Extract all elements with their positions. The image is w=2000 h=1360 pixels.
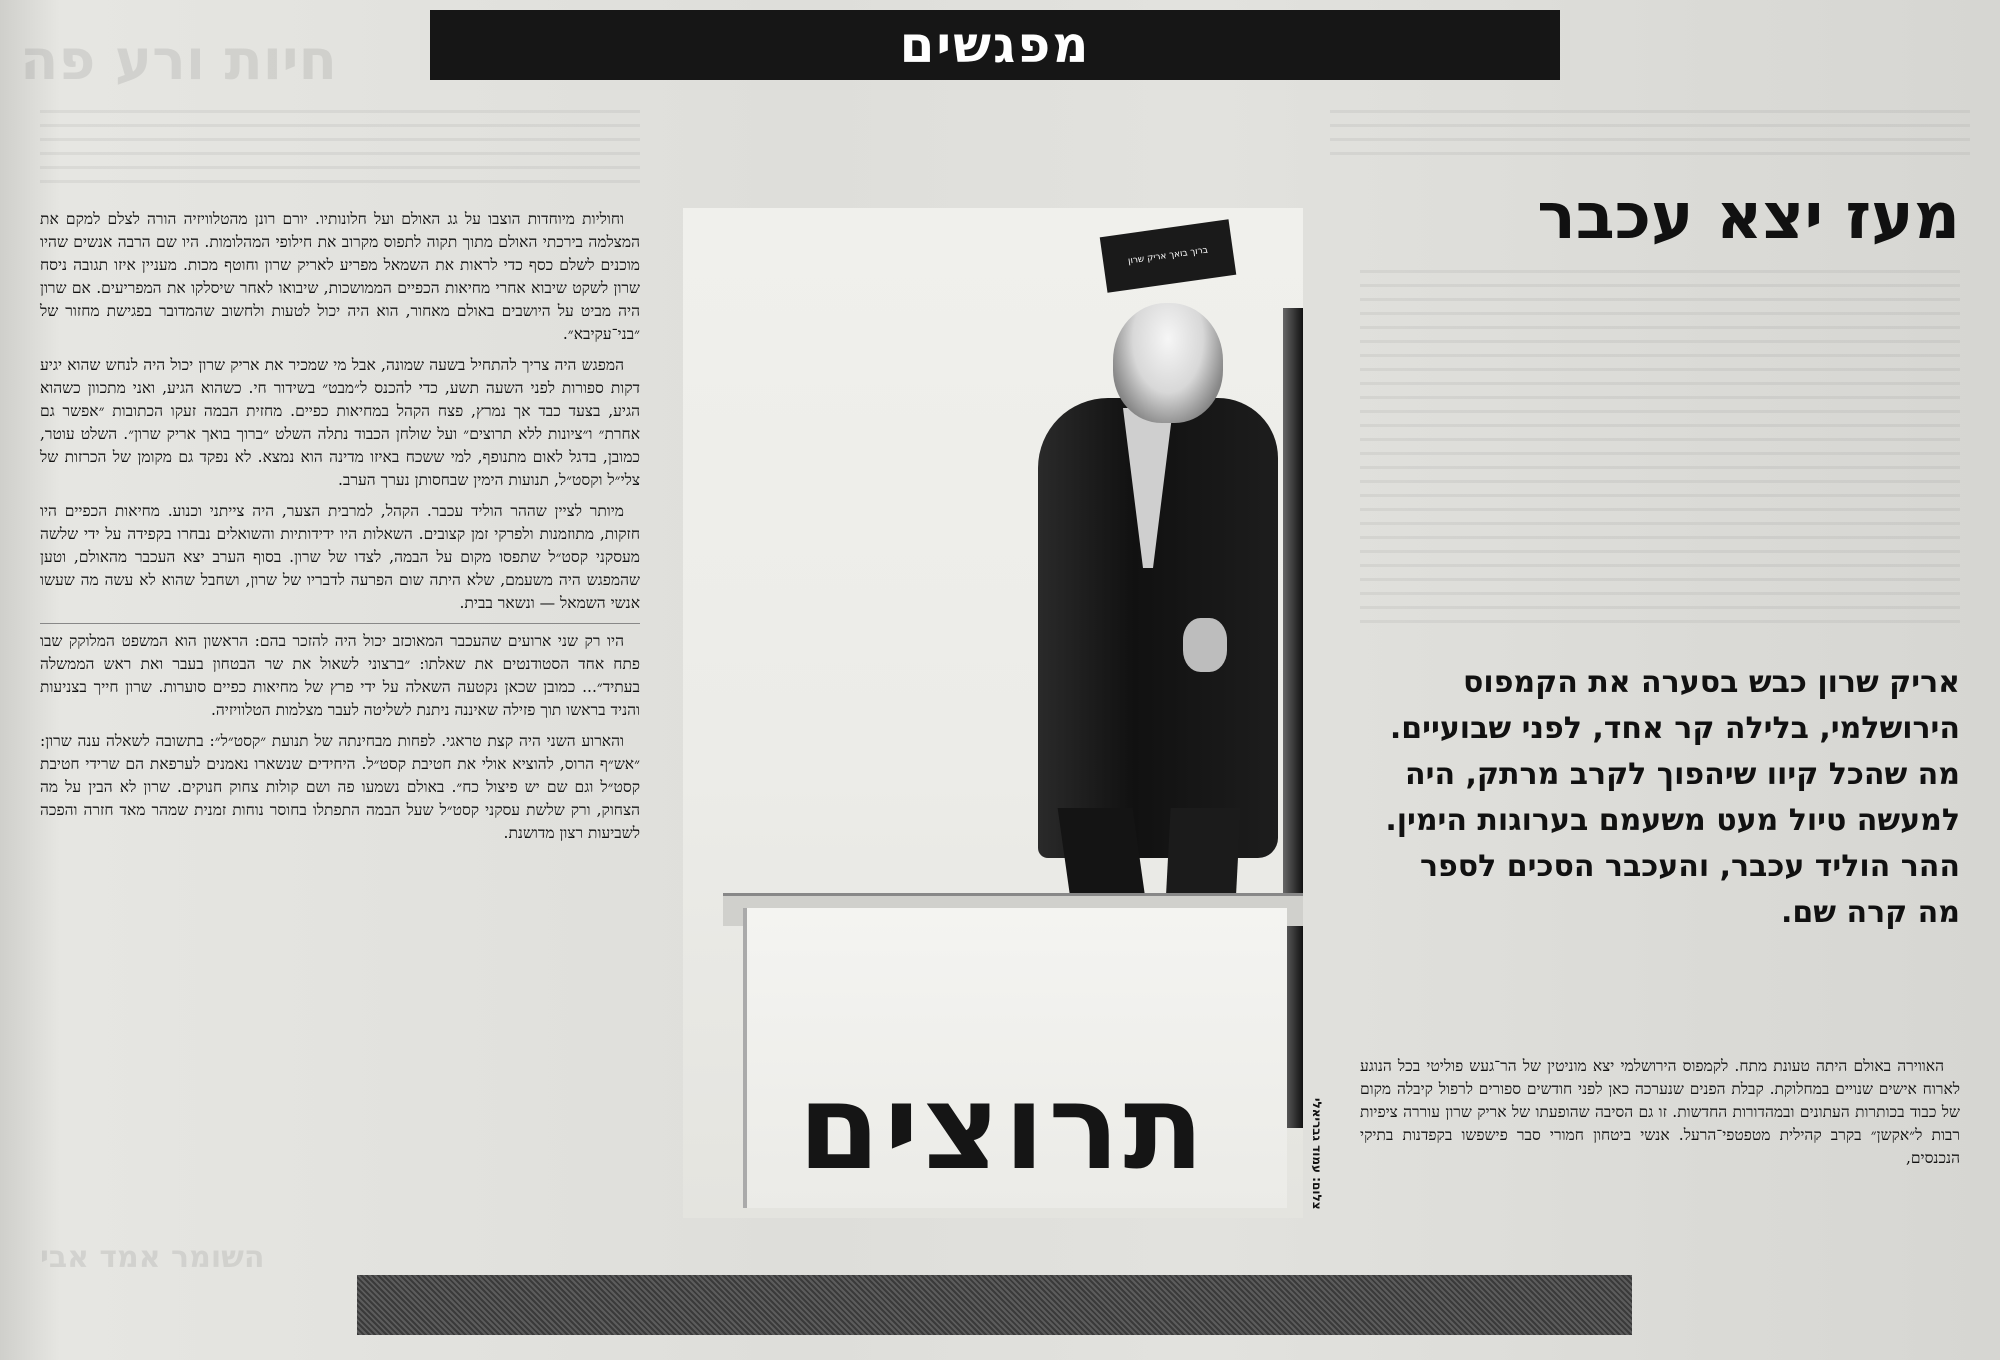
figure-head xyxy=(1113,303,1223,423)
ghost-text-bottom-left: השומר אמד אבי xyxy=(40,1240,265,1275)
article-photo xyxy=(683,208,1303,1218)
section-banner xyxy=(430,10,1560,80)
left-body-paragraph: וחוליות מיוחדות הוצבו על גג האולם ועל חלונותיו. יורם רונן מהטלוויזיה הורה לצלם למקם את המצלמה בירכתי האולם מתוך תקוה לתפוס מקרוב את חילופי המהלומות. היו שם הרבה אנשים שהיו מוכנים לשלם כסף כדי לראות את השמאל מפריע לאריק שרון וחוטף מכות. מעניין איזו תגובה ניסח שרון לשקט שיבוא אחרי מחיאות הכפיים הממושכות, שיבואו לאחר שיסלקו את המפריעים. אם שרון היה מביט על היושבים באולם מאחור, הוא היה יכול לטעות ולחשוב שהמדובר בפגישת מחזור של ״בני־עקיבא״. xyxy=(40,210,641,343)
section-banner-title: מפגשים xyxy=(899,16,1091,74)
figure-hand xyxy=(1183,618,1227,672)
left-body-paragraph: מיותר לציין שההר הוליד עכבר. הקהל, למרבית הצער, היה צייתני וכנוע. מחיאות הכפיים היו חזקות, מתוזמנות ולפרקי זמן קצובים. השאלות היו ידידותיות והשואלים נבחרו בקפידה על ידי שלשה מעסקני קסט״ל שתפסו מקום על הבמה, לצדו של שרון. בסוף הערב יצא העכבר מהאולם, וטען שהמפגש היה משעמם, שלא היתה שום הפרעה לדבריו של שרון, ושחבל שהוא לא עשה מה שעשו אנשי השמאל — ונשאר בבית. xyxy=(40,502,640,612)
ghost-text-top-left: חיות ורע פה xyxy=(20,28,337,93)
right-body-paragraph: האווירה באולם היתה טעונת מתח. לקמפוס הירושלמי יצא מוניטין של הר־געש פוליטי בכל הנוגע לארוח אישים שנויים במחלוקת. קבלת הפנים שנערכה כאן לפני חודשים ספורים לרפול קיבלה מקום של כבוד בכותרות העתונים ובמהדורות החדשות. זו גם הסיבה שהופעתו של אריק שרון עוררה ציפיות רבות ל״אקשן״ בקרב קהילית מטפטפי־הרעל. אנשי ביטחון חמורי סבר פישפשו בקפדנות בתיקי הנכנסים, xyxy=(1360,1057,1960,1167)
ghost-lines-mid xyxy=(1360,270,1960,630)
ghost-lines-left xyxy=(40,110,640,190)
welcome-sign xyxy=(1100,219,1237,293)
bottom-halftone-bar xyxy=(357,1275,1632,1335)
welcome-sign-text: ברוך בואך אריק שרון xyxy=(1127,245,1209,267)
left-column-body xyxy=(40,208,640,853)
left-body-paragraph: המפגש היה צריך להתחיל בשעה שמונה, אבל מי שמכיר את אריק שרון יכול היה לנחש שהוא יגיע דקות ספורות לפני השעה תשע, כדי להכנס ל״מבט״ בשידור חי. כשהוא הגיע, ואני מתכוון כשהוא הגיע, בצעד כבד אך נמרץ, פצח הקהל במחיאות כפיים. מחזית הבמה זעקו הכתובות ״אפשר גם אחרת״ ו״ציונות ללא תרוצים״ ועל שולחן הכבוד נתלה השלט ״ברוך בואך אריק שרון״. השלט עוטר, כמובן, בדגל לאום מתנופף, למי ששכח באיזו מדינה הוא נמצא. לא נפקד גם מקומן של הכרזות של צלי״ל וקסט״ל, תנועות הימין שבחסותן נערך הערב. xyxy=(40,356,640,489)
ghost-lines-right xyxy=(1330,110,1970,160)
right-column-body xyxy=(1360,1055,1960,1178)
left-body-paragraph: והארוע השני היה קצת טראגי. לפחות מבחינתה של תנועת ״קסט״ל״: בתשובה לשאלה ענה שרון: ״אש״ף הרוס, להוציא אולי את חטיבת קסט״ל. היחידים שנשארו נאמנים לערפאת הם שרידי חטיבת קסט״ל וגם שם יש פיצול כח״. באולם נשמעו פה ושם קולות צחוק חנוקים. שרון לא הבין על מה הצחוק, ורק שלשת עסקני קסט״ל שעל הבמה התפתלו בחוסר נוחות זמנית שמהר מאד חזרה והפכה לשביעות רצון מדושנת. xyxy=(40,732,640,842)
stage-banner-text: תרוצים xyxy=(797,1058,1209,1196)
headline: מעז יצא עכבר xyxy=(1537,180,1960,254)
photo-credit: צלום: עמוד גבריאלי xyxy=(1310,1098,1324,1210)
left-body-paragraph: היו רק שני ארועים שהעכבר המאוכזב יכול היה להזכר בהם: הראשון הוא המשפט המלוקק שבו פתח אחד הסטודנטים את שאלתו: ״ברצוני לשאול את שר הבטחון בעבר ואת ראש הממשלה בעתיד״... כמובן שכאן נקטעה השאלה על ידי פרץ של מחיאות כפיים סוערות. שרון חייך בצניעות והניד בראשו תוך פזילה שאיננה ניתנת לשליטה לעבר מצלמות הטלוויזיה. xyxy=(40,623,640,722)
lead-paragraph: אריק שרון כבש בסערה את הקמפוס הירושלמי, בלילה קר אחד, לפני שבועיים. מה שהכל קיוו שיהפוך לקרב מרתק, היה למעשה טיול מעט משעמם בערוגות הימין. ההר הוליד עכבר, והעכבר הסכים לספר מה קרה שם. xyxy=(1385,665,1960,930)
